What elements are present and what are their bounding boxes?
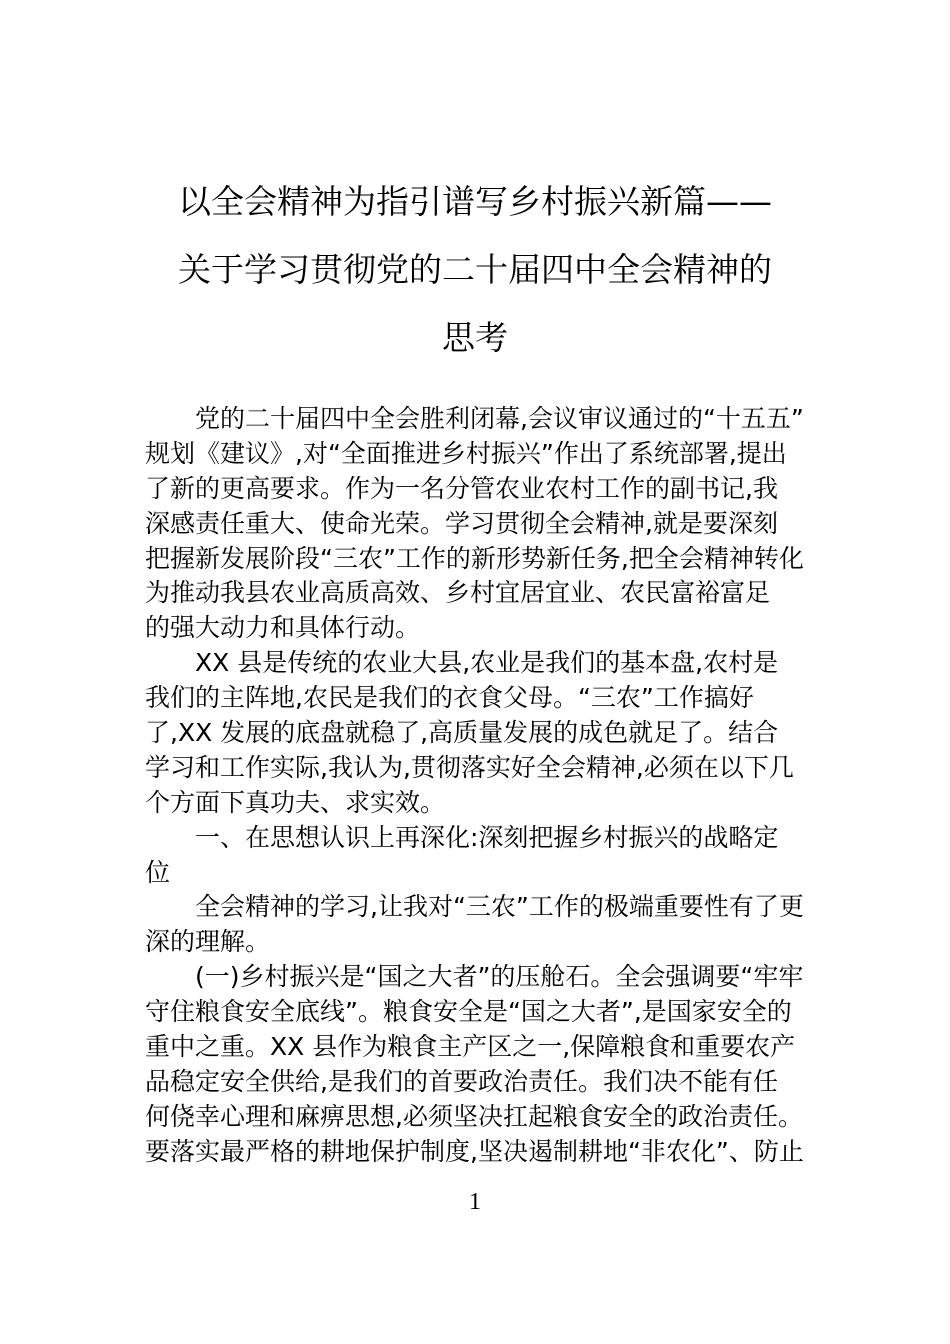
section-heading-line: 一、在思想认识上再深化:深刻把握乡村振兴的战略定: [195, 822, 779, 852]
body-line: (一)乡村振兴是“国之大者”的压舱石。全会强调要“牢牢: [195, 962, 804, 992]
body-line: 品稳定安全供给,是我们的首要政治责任。我们决不能有任: [145, 1066, 778, 1096]
body-line: 重中之重。XX 县作为粮食主产区之一,保障粮食和重要农产: [145, 1032, 796, 1062]
body-line: 深感责任重大、使命光荣。学习贯彻全会精神,就是要深刻: [145, 508, 778, 538]
body-line: 为推动我县农业高质高效、乡村宜居宜业、农民富裕富足: [145, 578, 771, 608]
body-line: 规划《建议》,对“全面推进乡村振兴”作出了系统部署,提出: [145, 438, 787, 468]
body-line: 把握新发展阶段“三农”工作的新形势新任务,把全会精神转化: [145, 543, 804, 573]
body-line: 深的理解。: [145, 927, 271, 957]
page-number: 1: [469, 1189, 481, 1215]
body-line: 了新的更高要求。作为一名分管农业农村工作的副书记,我: [145, 473, 778, 503]
section-heading-line: 位: [145, 857, 171, 887]
title-line-1: 以全会精神为指引谱写乡村振兴新篇——: [178, 182, 772, 221]
title-line-2: 关于学习贯彻党的二十届四中全会精神的: [178, 250, 772, 289]
body-line: 何侥幸心理和麻痹思想,必须坚决扛起粮食安全的政治责任。: [145, 1101, 803, 1131]
document-title: [140, 168, 810, 372]
body-line: 学习和工作实际,我认为,贯彻落实好全会精神,必须在以下几: [145, 752, 794, 782]
body-line: 要落实最严格的耕地保护制度,坚决遏制耕地“非农化”、防止: [145, 1136, 804, 1166]
body-line: 了,XX 发展的底盘就稳了,高质量发展的成色就足了。结合: [145, 718, 779, 748]
document-body: [145, 402, 813, 1170]
body-line: 守住粮食安全底线”。粮食安全是“国之大者”,是国家安全的: [145, 997, 792, 1027]
body-line: 全会精神的学习,让我对“三农”工作的极端重要性有了更: [195, 892, 804, 922]
body-line: 党的二十届四中全会胜利闭幕,会议审议通过的“十五五”: [195, 404, 804, 433]
body-line: 的强大动力和具体行动。: [145, 613, 421, 643]
body-line: XX 县是传统的农业大县,农业是我们的基本盘,农村是: [195, 648, 779, 678]
body-line: 我们的主阵地,农民是我们的衣食父母。“三农”工作搞好: [145, 683, 754, 713]
title-line-3: 思考: [442, 318, 508, 357]
body-line: 个方面下真功夫、求实效。: [145, 787, 446, 817]
